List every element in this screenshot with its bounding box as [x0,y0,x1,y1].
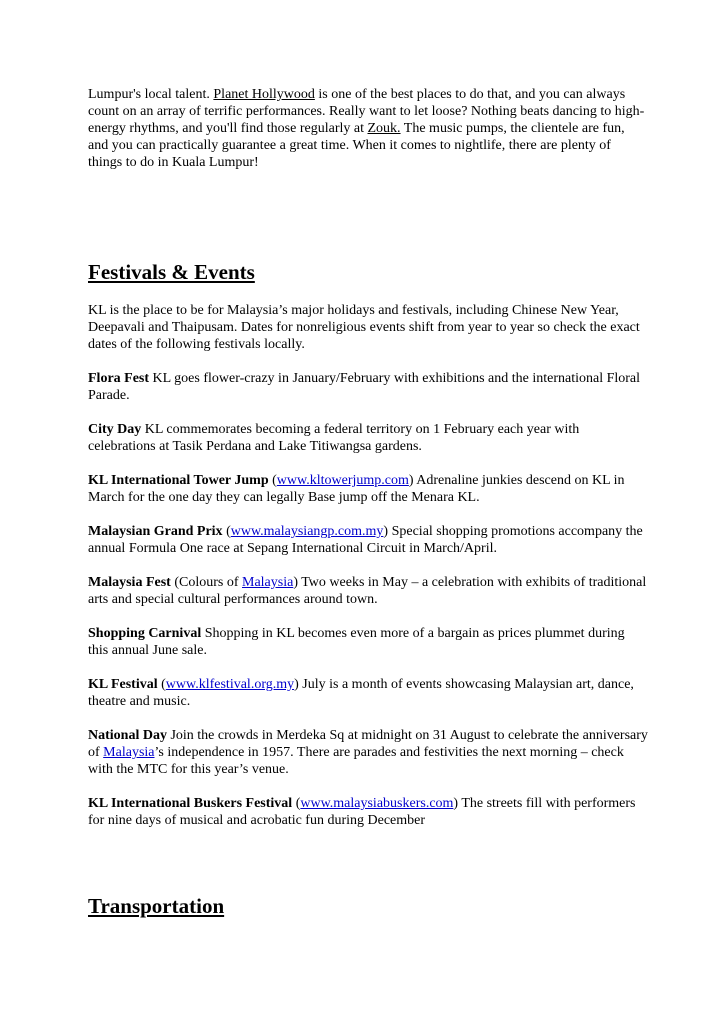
festival-description: ’s independence in 1957. There are parades and festivities the next morning – check with the MTC for this year’s venue. [88,745,624,777]
transportation-heading: Transportation [88,894,225,918]
festival-description: KL goes flower-crazy in January/February with exhibitions and the international Floral Parade. [88,371,641,403]
planet-hollywood-link[interactable]: Planet Hollywood [213,87,315,102]
festival-title: Malaysian Grand Prix [88,524,223,539]
festival-pre-text: (Colours of [170,575,242,590]
festival-pre-text: Join the crowds in Merdeka Sq at midnight on 31 August to celebrate the anniversary of [88,728,648,760]
festival-pre-text: ( [222,524,231,539]
festival-link[interactable]: www.kltowerjump.com [276,473,409,488]
festival-link[interactable]: www.malaysiangp.com.my [230,524,384,539]
festival-pre-text: ( [157,677,166,692]
festival-entry [88,370,648,404]
festival-description: ) The streets fill with performers for nine days of musical and acrobatic fun during December [88,796,636,828]
nightlife-paragraph [88,86,648,171]
festival-description: ) Adrenaline junkies descend on KL in March for the one day they can legally Base jump off the Menara KL. [88,473,625,505]
festival-pre-text: ( [268,473,277,488]
festival-title: KL International Tower Jump [88,473,269,488]
festival-description: Shopping in KL becomes even more of a bargain as prices plummet during this annual June sale. [88,626,625,658]
festivals-intro: KL is the place to be for Malaysia’s major holidays and festivals, including Chinese New Year, Deepavali and Thaipusam. Dates for nonreligious events shift from year to year so check the exact dates of the following festivals locally. [88,303,640,352]
festival-title: City Day [88,422,142,437]
festivals-heading: Festivals & Events [88,260,255,284]
festival-entry [88,727,648,778]
festival-list [88,370,648,829]
intro-text-3: The music pumps, the clientele are fun, and you can practically guarantee a great time. When it comes to nightlife, there are plenty of things to do in Kuala Lumpur! [88,121,625,170]
festival-entry [88,472,648,506]
festival-entry [88,574,648,608]
festival-link[interactable]: www.klfestival.org.my [165,677,295,692]
zouk-link[interactable]: Zouk. [367,121,401,136]
festival-title: Shopping Carnival [88,626,202,641]
festival-title: KL International Buskers Festival [88,796,293,811]
intro-text-1: Lumpur's local talent. [88,87,214,102]
festival-description: ) Two weeks in May – a celebration with exhibits of traditional arts and special cultural performances around town. [88,575,647,607]
festival-title: Flora Fest [88,371,150,386]
festival-link[interactable]: Malaysia [242,575,294,590]
festival-entry [88,676,648,710]
festival-description: ) July is a month of events showcasing Malaysian art, dance, theatre and music. [88,677,634,709]
festival-title: Malaysia Fest [88,575,171,590]
festival-description: ) Special shopping promotions accompany the annual Formula One race at Sepang International Circuit in March/April. [88,524,643,556]
intro-text-2: is one of the best places to do that, and you can always count on an array of terrific performances. Really want to let loose? Nothing beats dancing to high-energy rhythms, and you'll find those regularly at [88,87,645,136]
festival-description: KL commemorates becoming a federal territory on 1 February each year with celebrations at Tasik Perdana and Lake Titiwangsa gardens. [88,422,580,454]
festival-pre-text: ( [292,796,301,811]
festival-entry [88,523,648,557]
festival-link[interactable]: Malaysia [103,745,155,760]
festival-title: National Day [88,728,167,743]
document-page [88,86,648,918]
festival-entry [88,421,648,455]
festival-entry [88,795,648,829]
festival-entry [88,625,648,659]
festival-link[interactable]: www.malaysiabuskers.com [300,796,454,811]
festival-title: KL Festival [88,677,158,692]
